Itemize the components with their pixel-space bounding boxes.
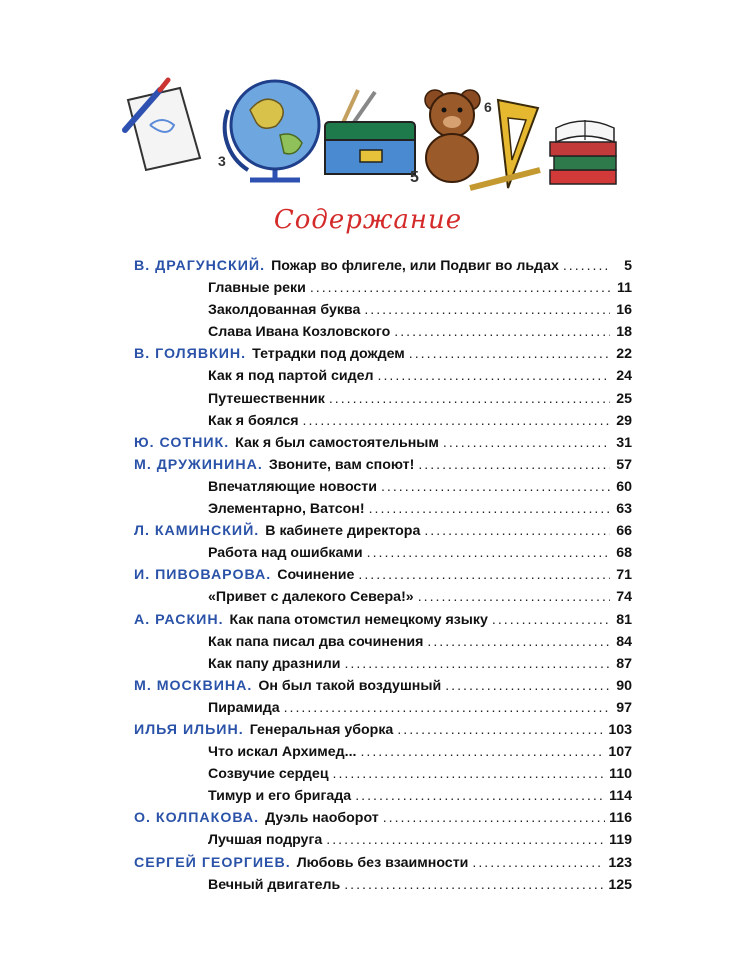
dot-leader bbox=[358, 567, 610, 583]
dot-leader bbox=[492, 612, 610, 628]
toc-page-number: 66 bbox=[616, 523, 632, 540]
toc-page-number: 90 bbox=[616, 677, 632, 694]
toc-page-number: 25 bbox=[616, 390, 632, 407]
toc-author: А. РАСКИН. bbox=[134, 611, 224, 628]
dot-leader bbox=[303, 413, 610, 429]
toc-page-number: 125 bbox=[608, 876, 632, 893]
dot-leader bbox=[383, 810, 605, 826]
toc-entry bbox=[134, 391, 632, 413]
toc-page-number: 114 bbox=[609, 788, 632, 805]
toc-entry bbox=[134, 567, 632, 589]
toc-entry bbox=[134, 435, 632, 457]
toc-page-number: 97 bbox=[616, 699, 632, 716]
toc-author: СЕРГЕЙ ГЕОРГИЕВ. bbox=[134, 854, 291, 871]
toc-story-title: Звоните, вам споют! bbox=[268, 456, 415, 473]
toc-author: Ю. СОТНИК. bbox=[134, 434, 230, 451]
toc-page-number: 110 bbox=[609, 766, 632, 783]
toc-author: В. ГОЛЯВКИН. bbox=[134, 346, 247, 363]
dot-leader bbox=[418, 589, 610, 605]
toc-story-title: Как папу дразнили bbox=[208, 655, 341, 672]
toc-author: В. ДРАГУНСКИЙ. bbox=[134, 258, 266, 274]
toc-story-title: Заколдованная буква bbox=[208, 302, 361, 319]
books-stack-icon bbox=[550, 120, 616, 184]
toc-entry bbox=[134, 258, 632, 280]
toc-page-number: 5 bbox=[624, 258, 632, 274]
dot-leader bbox=[443, 435, 610, 451]
page-title: Содержание bbox=[273, 205, 463, 235]
toc-author: М. МОСКВИНА. bbox=[134, 677, 253, 694]
toc-page-number: 57 bbox=[616, 456, 632, 473]
toc-page-number: 63 bbox=[616, 501, 632, 518]
toc-story-title: Главные реки bbox=[208, 280, 306, 297]
toc-page-number: 68 bbox=[616, 545, 632, 562]
toc-story-title: Пирамида bbox=[208, 699, 280, 716]
toc-entry bbox=[134, 744, 632, 766]
toc-entry bbox=[134, 700, 632, 722]
digit-3: 3 bbox=[218, 153, 226, 169]
toc-page-number: 116 bbox=[609, 810, 632, 827]
toc-page-number: 119 bbox=[609, 832, 632, 849]
dot-leader bbox=[424, 523, 610, 539]
toc-story-title: Слава Ивана Козловского bbox=[208, 324, 391, 341]
dot-leader bbox=[472, 855, 604, 871]
dot-leader bbox=[418, 457, 610, 473]
toc-story-title: Лучшая подруга bbox=[208, 832, 323, 849]
toc-page-number: 103 bbox=[608, 721, 632, 738]
toc-story-title: Впечатляющие новости bbox=[208, 478, 377, 495]
toc-entry bbox=[134, 545, 632, 567]
toc-story-title: Путешественник bbox=[208, 390, 325, 407]
toc-page-number: 123 bbox=[608, 854, 632, 871]
toc-story-title: Пожар во флигеле, или Подвиг во льдах bbox=[271, 258, 559, 274]
dot-leader bbox=[381, 479, 610, 495]
table-of-contents bbox=[134, 258, 632, 899]
dot-leader bbox=[329, 391, 610, 407]
toc-page-number: 16 bbox=[616, 302, 632, 319]
toc-story-title: Тетрадки под дождем bbox=[252, 346, 405, 363]
toc-page-number: 60 bbox=[616, 478, 632, 495]
toc-story-title: Сочинение bbox=[277, 567, 355, 584]
toc-story-title: Созвучие сердец bbox=[208, 766, 329, 783]
dot-leader bbox=[445, 678, 610, 694]
dot-leader bbox=[367, 545, 610, 561]
notepad-pen-icon bbox=[125, 80, 200, 170]
ruler-triangle-icon bbox=[470, 100, 540, 188]
dot-leader bbox=[344, 656, 610, 672]
toc-entry bbox=[134, 612, 632, 634]
digit-5: 5 bbox=[410, 169, 419, 186]
toc-entry bbox=[134, 788, 632, 810]
toc-entry bbox=[134, 479, 632, 501]
toc-story-title: Любовь без взаимности bbox=[296, 854, 469, 871]
digit-6: 6 bbox=[484, 99, 492, 115]
toc-page-number: 87 bbox=[616, 655, 632, 672]
toc-entry bbox=[134, 766, 632, 788]
toc-author: Л. КАМИНСКИЙ. bbox=[134, 523, 260, 540]
dot-leader bbox=[394, 324, 610, 340]
toc-story-title: Работа над ошибками bbox=[208, 545, 363, 562]
toc-entry bbox=[134, 678, 632, 700]
toc-entry bbox=[134, 832, 632, 854]
schoolbag-icon bbox=[325, 90, 415, 174]
header-illustration bbox=[120, 70, 620, 200]
toc-story-title: «Привет с далекого Севера!» bbox=[208, 589, 414, 606]
dot-leader bbox=[427, 634, 610, 650]
toc-story-title: Что искал Архимед... bbox=[208, 744, 357, 761]
toc-page-number: 107 bbox=[608, 744, 632, 761]
toc-story-title: Дуэль наоборот bbox=[265, 810, 379, 827]
dot-leader bbox=[397, 722, 604, 738]
dot-leader bbox=[360, 744, 604, 760]
toc-page-number: 84 bbox=[616, 633, 632, 650]
toc-entry bbox=[134, 346, 632, 368]
toc-entry bbox=[134, 722, 632, 744]
dot-leader bbox=[310, 280, 610, 296]
dot-leader bbox=[364, 302, 610, 318]
dot-leader bbox=[344, 877, 604, 893]
toc-page-number: 71 bbox=[616, 567, 632, 584]
toc-entry bbox=[134, 324, 632, 346]
toc-entry bbox=[134, 589, 632, 611]
dot-leader bbox=[355, 788, 605, 804]
toc-author: М. ДРУЖИНИНА. bbox=[134, 456, 263, 473]
dot-leader bbox=[563, 258, 610, 274]
dot-leader bbox=[326, 832, 605, 848]
toc-story-title: Генеральная уборка bbox=[249, 721, 394, 738]
toc-story-title: Как я боялся bbox=[208, 412, 299, 429]
dot-leader bbox=[369, 501, 610, 517]
toc-story-title: Как папа писал два сочинения bbox=[208, 633, 424, 650]
toc-entry bbox=[134, 368, 632, 390]
toc-story-title: Как я был самостоятельным bbox=[235, 434, 439, 451]
toc-entry bbox=[134, 523, 632, 545]
toc-page-number: 81 bbox=[616, 611, 632, 628]
toc-author: ИЛЬЯ ИЛЬИН. bbox=[134, 721, 244, 738]
toc-entry bbox=[134, 457, 632, 479]
toc-story-title: Элементарно, Ватсон! bbox=[208, 501, 365, 518]
toc-page-number: 29 bbox=[616, 412, 632, 429]
dot-leader bbox=[284, 700, 610, 716]
toc-story-title: Он был такой воздушный bbox=[258, 677, 442, 694]
toc-story-title: Вечный двигатель bbox=[208, 876, 341, 893]
toc-page-number: 24 bbox=[616, 368, 632, 385]
toc-entry bbox=[134, 656, 632, 678]
toc-page-number: 22 bbox=[616, 346, 632, 363]
dot-leader bbox=[378, 368, 610, 384]
toc-page-number: 11 bbox=[617, 280, 632, 297]
toc-entry bbox=[134, 634, 632, 656]
toc-story-title: Тимур и его бригада bbox=[208, 788, 352, 805]
toc-entry bbox=[134, 877, 632, 899]
toc-entry bbox=[134, 280, 632, 302]
toc-entry bbox=[134, 501, 632, 523]
toc-entry bbox=[134, 855, 632, 877]
toc-story-title: Как я под партой сидел bbox=[208, 368, 374, 385]
dot-leader bbox=[333, 766, 606, 782]
toc-page-number: 18 bbox=[616, 324, 632, 341]
toc-author: И. ПИВОВАРОВА. bbox=[134, 567, 272, 584]
toc-story-title: В кабинете директора bbox=[265, 523, 421, 540]
dot-leader bbox=[409, 346, 610, 362]
globe-icon bbox=[225, 81, 319, 182]
teddy-bear-icon bbox=[425, 90, 480, 182]
toc-page-number: 74 bbox=[616, 589, 632, 606]
toc-author: О. КОЛПАКОВА. bbox=[134, 810, 260, 827]
toc-entry bbox=[134, 302, 632, 324]
toc-page-number: 31 bbox=[616, 434, 632, 451]
toc-story-title: Как папа отомстил немецкому языку bbox=[229, 611, 488, 628]
toc-entry bbox=[134, 413, 632, 435]
toc-entry bbox=[134, 810, 632, 832]
